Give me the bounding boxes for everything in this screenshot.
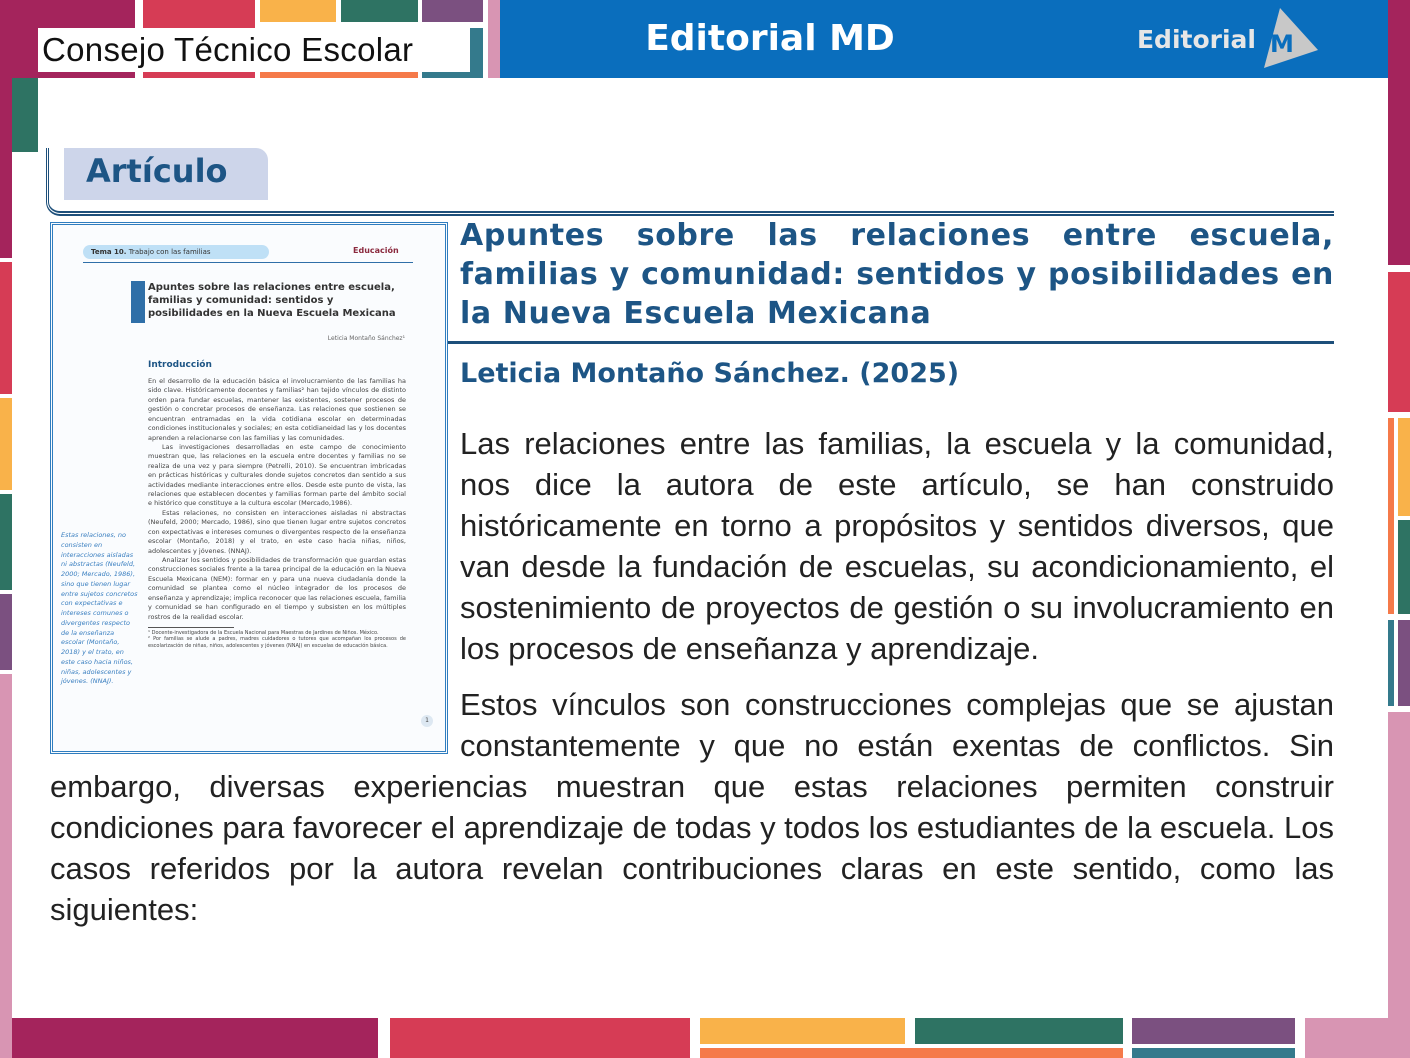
decor-block: [1132, 1048, 1295, 1058]
thumb-footnote: ² Por familias se alude a padres, madres cuidadores o tutores que acompañan los procesos de escolarización de niñas, niños, adolescentes y jóvenes (NNAJ) en escuelas de educación básica.: [148, 636, 406, 649]
header-bar: [500, 0, 1388, 78]
article-paragraph: Las relaciones entre las familias, la escuela y la comunidad, nos dice la autora de este artículo, se han construido históricamente en torno a propósitos y sentidos diversos, que van desde la fundación de escuelas, su acondicionamiento, el sostenimiento de proyectos de gestión o su involucramiento en los procesos de enseñanza y aprendizaje.: [460, 426, 1334, 666]
decor-block: [12, 78, 38, 152]
thumb-footnote: ¹ Docente-investigadora de la Escuela Nacional para Maestras de Jardines de Niños. México.: [148, 629, 379, 636]
thumb-para: En el desarrollo de la educación básica el involucramiento de las familias ha sido clave. Históricamente docentes y familias² han tejido vínculos de distinto orden para fundar escuelas, mantener las existentes, sostener procesos de gestión o concretar procesos de enseñanza. Las relaciones que sostienen se encuentran entramadas en la vida cotidiana escolar en determinadas condiciones institucionales y sociales; en esta cotidianeidad las y los docentes aprenden a relacionarse con las familias y las comunidades.: [148, 377, 406, 442]
decor-block: [1388, 272, 1410, 412]
decor-block: [915, 1018, 1123, 1044]
svg-text:M: M: [1270, 30, 1294, 58]
program-title: Consejo Técnico Escolar: [38, 28, 470, 72]
article: [50, 218, 1334, 945]
decor-block: [422, 0, 483, 22]
article-paragraph: Estos vínculos son construcciones complejas que se ajustan constantemente y que no están exentas de conflictos. Sin embargo, diversas experiencias muestran que estas relaciones permiten construir condiciones para favorecer el aprendizaje de todas y todos los estudiantes de la escuela. Los casos referidos por la autora revelan contribuciones claras en este sentido, como las siguientes:: [50, 687, 1334, 927]
thumb-body: [148, 377, 406, 649]
logo-text: Editorial: [1136, 24, 1256, 54]
thumb-tema: Tema 10.: [91, 248, 127, 256]
thumb-page-number: 1: [421, 715, 433, 727]
section-tab: Artículo: [64, 148, 268, 200]
decor-block: [0, 594, 12, 670]
article-thumbnail: [50, 222, 448, 754]
thumb-tema-pill: [83, 245, 269, 259]
decor-block: [12, 1018, 378, 1058]
thumb-tema-label: Trabajo con las familias: [128, 248, 211, 256]
thumb-sidenote: Estas relaciones, no consisten en interacciones aisladas ni abstractas (Neufeld, 2000; Mercado, 1986), sino que tienen lugar entre sujetos concretos con expectativas e intereses comunes o divergentes respecto de la enseñanza escolar (Montaño, 2018) y el trato, en este caso hacia niños, niñas, adolescentes y jóvenes. (NNAJ).: [61, 531, 138, 686]
decor-block: [0, 262, 12, 394]
thumb-para: Analizar los sentidos y posibilidades de transformación que guardan estas construcciones sociales frente a la tarea principal de la educación en la Nueva Escuela Mexicana (NEM): formar en y para una nueva ciudadanía donde la comunidad se plantea como el núcleo integrador de los procesos de enseñanza y aprendizaje; implica reconocer que las relaciones escuela, familia y comunidad se han configurado en el tiempo y subsisten en los múltiples rostros de la realidad escolar.: [148, 556, 406, 621]
article-author: Leticia Montaño Sánchez. (2025): [460, 358, 960, 389]
md-logo-icon: [1260, 8, 1318, 70]
decor-block: [1388, 418, 1394, 614]
decor-block: [260, 0, 336, 22]
decor-block: [488, 0, 500, 78]
decor-block: [1305, 1018, 1388, 1058]
decor-block: [1398, 620, 1410, 706]
editorial-md-logo: [1137, 8, 1318, 70]
header-title: Editorial MD: [645, 18, 895, 59]
decor-block: [1132, 1018, 1295, 1044]
decor-block: [0, 398, 12, 490]
thumb-heading: Introducción: [148, 360, 212, 370]
thumb-para: Las investigaciones desarrolladas en este campo de conocimiento muestran que, las relaciones en la escuela entre docentes y familias no se realiza de una vez y para siempre (Petrelli, 2010). Se encuentran imbricadas en prácticas históricas y culturales donde sujetos concretos dan sentido a sus actividades mediante interacciones entre ellos. Desde este punto de vista, las relaciones que establecen docentes y familias forman parte del ámbito social e histórico que constituye a la cultura escolar (Mercado,1986).: [148, 442, 406, 508]
decor-block: [0, 494, 12, 590]
decor-block: [341, 0, 418, 22]
thumb-rule: [83, 262, 413, 263]
thumb-seal: Educación: [353, 246, 399, 255]
decor-block: [1388, 712, 1410, 1058]
decor-block: [700, 1018, 905, 1044]
decor-block: [1398, 520, 1410, 614]
thumb-author: Leticia Montaño Sánchez¹: [327, 335, 405, 342]
decor-block: [390, 1018, 690, 1058]
article-title: Apuntes sobre las relaciones entre escuela, familias y comunidad: sentidos y posibilidades en la Nueva Escuela Mexicana: [460, 218, 1334, 331]
decor-block: [700, 1048, 1123, 1058]
decor-block: [0, 674, 12, 1058]
decor-block: [1388, 0, 1410, 265]
thumb-title-bar: [131, 281, 145, 323]
decor-block: [1388, 620, 1394, 706]
thumb-title: Apuntes sobre las relaciones entre escuela, familias y comunidad: sentidos y posibilidades en la Nueva Escuela Mexicana: [148, 282, 396, 319]
thumb-para: Estas relaciones, no consisten en interacciones aisladas ni abstractas (Neufeld, 2000; Mercado, 1986), sino que tienen lugar entre sujetos concretos con expectativas e intereses comunes o divergentes respecto de la enseñanza escolar (Montaño, 2018) y el trato, en este caso hacia niñas, niños, adolescentes y jóvenes. (NNAJ).: [148, 508, 406, 555]
decor-block: [1398, 418, 1410, 516]
decor-block: [0, 78, 12, 258]
thumb-footnote-rule: [148, 627, 234, 628]
